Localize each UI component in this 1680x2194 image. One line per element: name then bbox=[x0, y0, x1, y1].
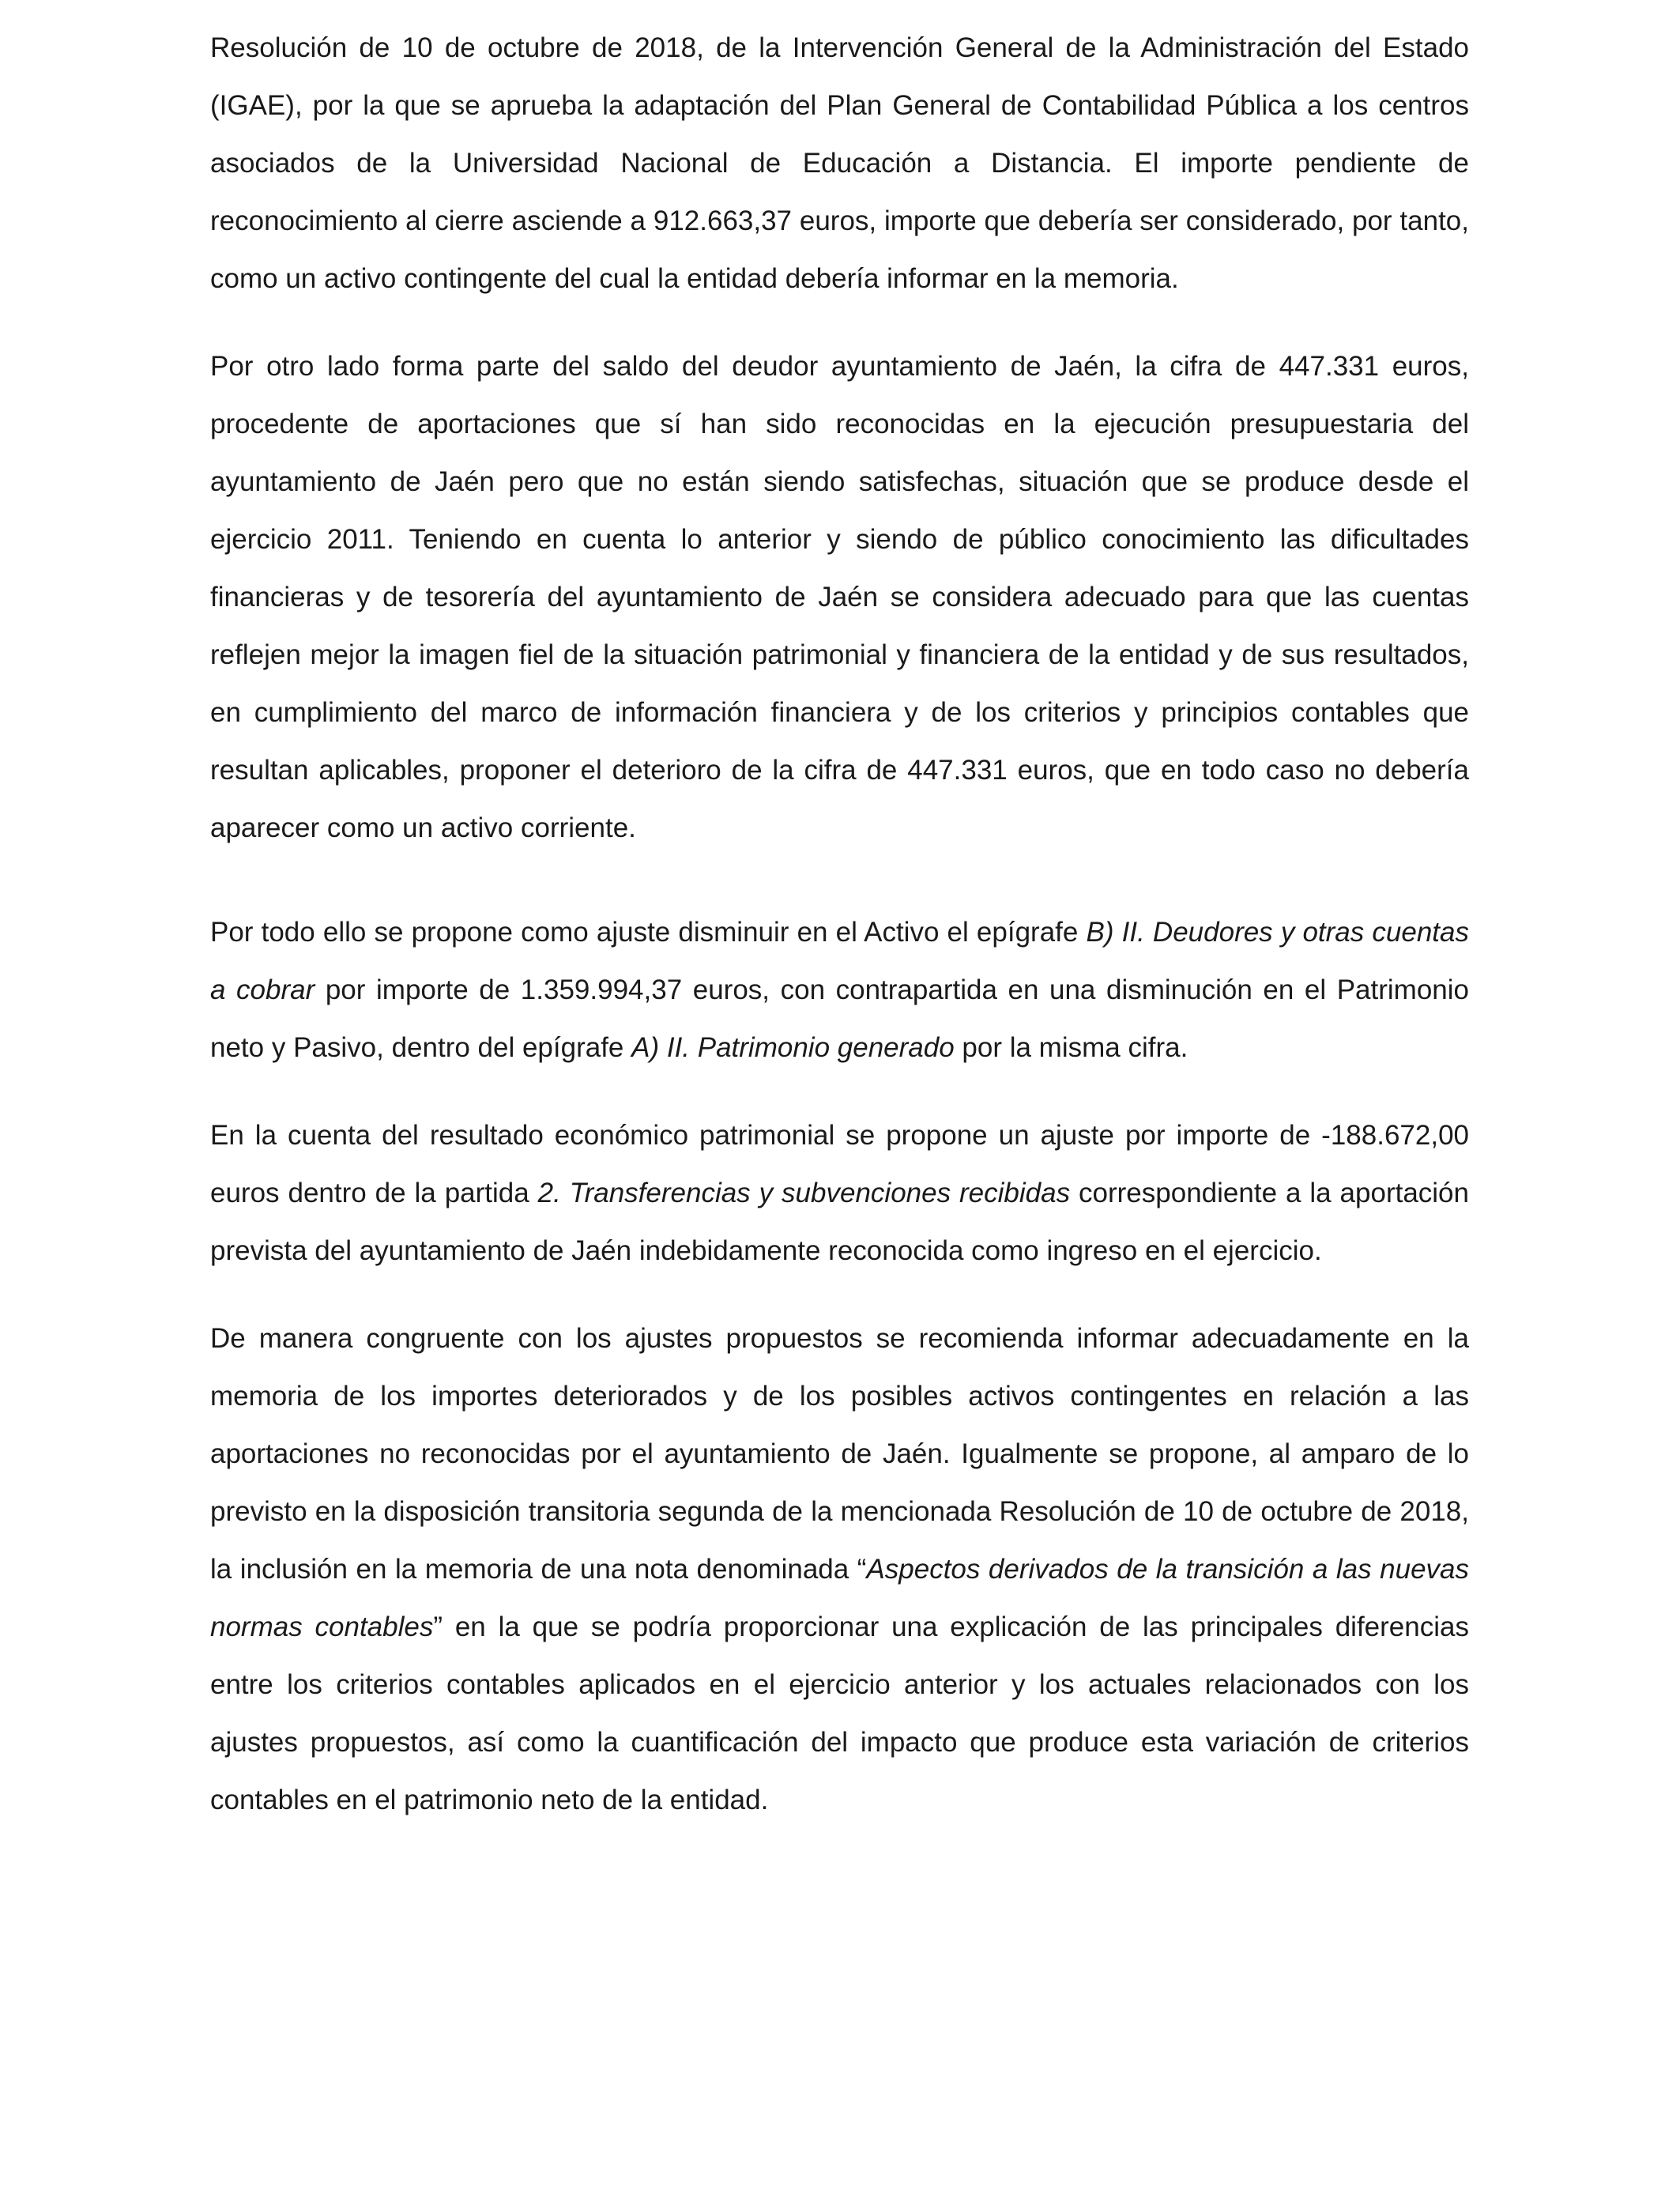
paragraph-text: ” en la que se podría proporcionar una explicación de las principales diferencias entre los criterios contables aplicados en el ejercicio anterior y los actuales relacionados con los ajustes propuestos, así como la cuantificación del impacto que produce esta variación de criterios contables en el patrimonio neto de la entidad. bbox=[210, 1612, 1469, 1815]
paragraph-text: En la cuenta del resultado económico patrimonial se propone un ajuste por importe de -188.672,00 euros dentro de la partida bbox=[210, 1120, 1469, 1208]
nota-aspectos-transicion: Aspectos derivados de la transición a las nuevas normas contables bbox=[210, 1554, 1470, 1642]
paragraph-recomendacion-memoria bbox=[210, 1310, 1469, 1829]
partida-transferencias: 2. Transferencias y subvenciones recibidas bbox=[537, 1178, 1071, 1208]
paragraph-resolucion bbox=[210, 19, 1469, 307]
paragraph-ajuste-activo bbox=[210, 903, 1469, 1076]
epigrafe-patrimonio-generado: A) II. Patrimonio generado bbox=[631, 1032, 955, 1063]
paragraph-text: por la misma cifra. bbox=[954, 1032, 1188, 1063]
paragraph-text: Por todo ello se propone como ajuste disminuir en el Activo el epígrafe bbox=[210, 917, 1087, 948]
paragraph-text: correspondiente a la aportación prevista del ayuntamiento de Jaén indebidamente reconocida como ingreso en el ejercicio. bbox=[210, 1178, 1469, 1266]
paragraph-text: Por otro lado forma parte del saldo del deudor ayuntamiento de Jaén, la cifra de 447.331 euros, procedente de aportaciones que sí han sido reconocidas en la ejecución presupuestaria del ayuntamiento de Jaén pero que no están siendo satisfechas, situación que se produce desde el ejercicio 2011. Teniendo en cuenta lo anterior y siendo de público conocimiento las dificultades financieras y de tesorería del ayuntamiento de Jaén se considera adecuado para que las cuentas reflejen mejor la imagen fiel de la situación patrimonial y financiera de la entidad y de sus resultados, en cumplimiento del marco de información financiera y de los criterios y principios contables que resultan aplicables, proponer el deterioro de la cifra de 447.331 euros, que en todo caso no debería aparecer como un activo corriente. bbox=[210, 351, 1469, 843]
paragraph-text: Resolución de 10 de octubre de 2018, de la Intervención General de la Administración del Estado (IGAE), por la que se aprueba la adaptación del Plan General de Contabilidad Pública a los centros asociados de la Universidad Nacional de Educación a Distancia. El importe pendiente de reconocimiento al cierre asciende a 912.663,37 euros, importe que debería ser considerado, por tanto, como un activo contingente del cual la entidad debería informar en la memoria. bbox=[210, 32, 1469, 294]
paragraph-saldo-deudor bbox=[210, 337, 1469, 857]
paragraph-text: De manera congruente con los ajustes propuestos se recomienda informar adecuadamente en la memoria de los importes deteriorados y de los posibles activos contingentes en relación a las aportaciones no reconocidas por el ayuntamiento de Jaén. Igualmente se propone, al amparo de lo previsto en la disposición transitoria segunda de la mencionada Resolución de 10 de octubre de 2018, la inclusión en la memoria de una nota denominada “ bbox=[210, 1323, 1469, 1585]
body-text bbox=[210, 19, 1469, 1829]
paragraph-text: por importe de 1.359.994,37 euros, con contrapartida en una disminución en el Patrimonio neto y Pasivo, dentro del epígrafe bbox=[210, 974, 1469, 1063]
epigrafe-deudores: B) II. Deudores y otras cuentas a cobrar bbox=[210, 917, 1469, 1005]
paragraph-resultado-economico bbox=[210, 1106, 1469, 1280]
